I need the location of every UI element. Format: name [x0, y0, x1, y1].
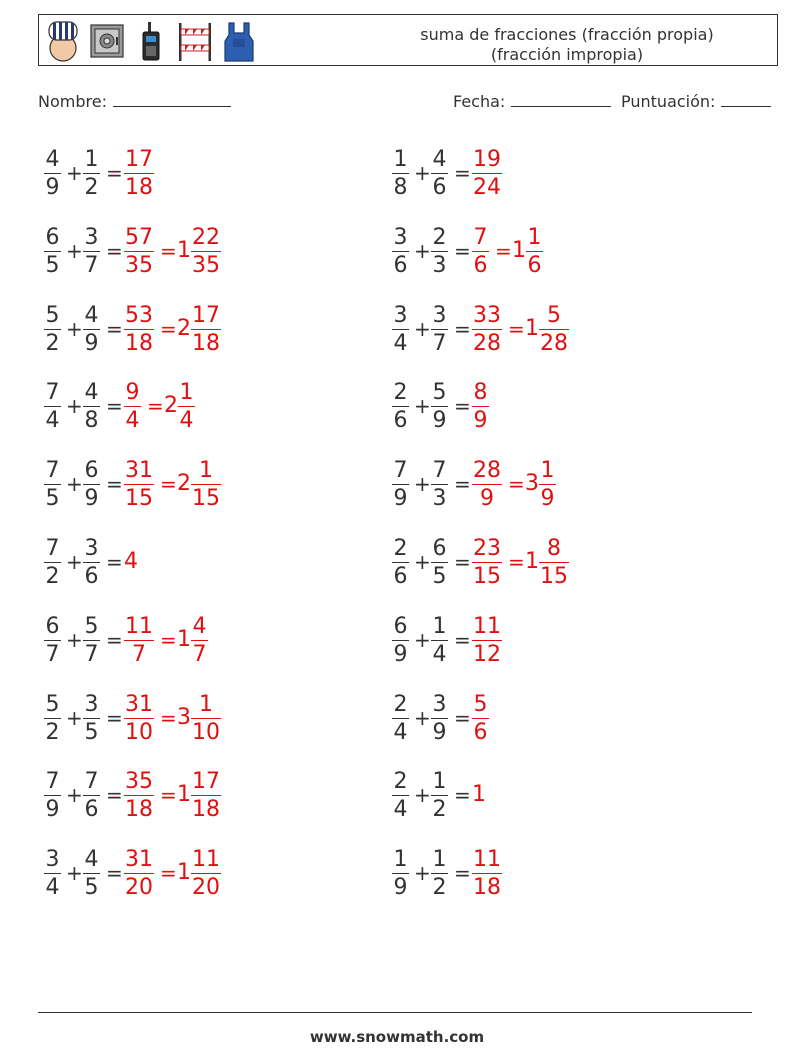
- plus-sign: +: [66, 472, 83, 497]
- addend-2-fraction-denominator: 3: [432, 252, 447, 278]
- answer-fraction: [472, 536, 502, 589]
- worker-head-icon: [45, 19, 81, 63]
- mixed-fraction-part-numerator: 17: [192, 302, 220, 328]
- addend-1-fraction-numerator: 7: [45, 458, 60, 484]
- answer-fraction-denominator: 35: [125, 252, 153, 278]
- addend-1-fraction-denominator: 6: [393, 252, 408, 278]
- plus-sign: +: [414, 238, 431, 263]
- addend-2-fraction: [83, 847, 100, 900]
- answer-fraction-numerator: 31: [125, 691, 153, 717]
- equals-sign: =: [106, 161, 123, 185]
- mixed-fraction-part-denominator: 35: [192, 252, 220, 278]
- footer-url: www.snowmath.com: [309, 1028, 485, 1046]
- addend-2-fraction-numerator: 4: [84, 847, 99, 873]
- answer-fraction-numerator: 7: [473, 224, 488, 250]
- mixed-fraction-part-numerator: 1: [179, 380, 194, 406]
- answer-fraction-denominator: 20: [125, 875, 153, 901]
- mixed-fraction-part: [191, 692, 221, 745]
- addend-1-fraction: [392, 614, 409, 667]
- addend-1-fraction: [44, 614, 61, 667]
- addend-1-fraction-denominator: 5: [45, 486, 60, 512]
- addend-2-fraction: [431, 614, 448, 667]
- equals-sign-mixed: =: [508, 472, 525, 497]
- addend-1-fraction-numerator: 7: [45, 769, 60, 795]
- mixed-fraction-part: [526, 225, 543, 278]
- equals-sign: =: [106, 627, 123, 652]
- addend-2-fraction-denominator: 6: [432, 175, 447, 200]
- plus-sign: +: [414, 316, 431, 341]
- answer-fraction-denominator: 28: [473, 330, 501, 356]
- addend-2-fraction: [83, 692, 100, 745]
- addend-1-fraction-denominator: 4: [393, 330, 408, 356]
- equals-sign-mixed: =: [147, 394, 164, 419]
- addend-2-fraction: [431, 303, 448, 356]
- answer-fraction-denominator: 4: [125, 408, 140, 434]
- addend-1-fraction: [392, 147, 409, 200]
- answer-fraction: [472, 380, 489, 433]
- equals-sign: =: [454, 550, 471, 574]
- mixed-fraction-part: [191, 225, 221, 278]
- footer-divider: [38, 1012, 752, 1013]
- addend-1-fraction-numerator: 6: [45, 224, 60, 250]
- equals-sign: =: [454, 238, 471, 263]
- answer-fraction: [124, 225, 154, 278]
- mixed-whole-part: 1: [177, 782, 191, 808]
- addend-2-fraction-numerator: 4: [84, 380, 99, 406]
- addend-1-fraction-numerator: 4: [45, 147, 60, 172]
- answer-fraction-numerator: 23: [473, 536, 501, 561]
- plus-sign: +: [66, 705, 83, 730]
- plus-sign: +: [66, 316, 83, 341]
- addend-1-fraction-denominator: 6: [393, 408, 408, 434]
- answer-fraction-denominator: 6: [473, 252, 488, 278]
- addend-2-fraction-denominator: 9: [84, 486, 99, 512]
- equals-sign-mixed: =: [160, 238, 177, 263]
- addend-1-fraction-numerator: 1: [393, 147, 408, 172]
- mixed-fraction-part-numerator: 22: [192, 224, 220, 250]
- answer-whole: 1: [472, 782, 486, 808]
- answer-fraction: [472, 458, 502, 511]
- mixed-fraction-part-numerator: 1: [191, 458, 221, 485]
- addend-2-fraction-numerator: 2: [432, 224, 447, 250]
- title-line-2: (fracción impropia): [490, 45, 644, 64]
- addend-1-fraction-denominator: 8: [393, 175, 408, 200]
- mixed-whole-part: 1: [525, 549, 539, 574]
- mixed-whole-part: 2: [164, 393, 178, 419]
- addend-1-fraction: [44, 769, 61, 822]
- addend-2-fraction-denominator: 7: [84, 641, 99, 667]
- addend-1-fraction-numerator: 7: [393, 458, 408, 484]
- equals-sign: =: [106, 472, 123, 497]
- addend-2-fraction: [83, 380, 100, 433]
- addend-1-fraction: [44, 692, 61, 745]
- addend-2-fraction-denominator: 6: [84, 797, 99, 823]
- equals-sign: =: [106, 550, 123, 574]
- plus-sign: +: [66, 861, 83, 886]
- safe-icon: [89, 19, 125, 63]
- mixed-whole-part: 1: [177, 626, 191, 652]
- mixed-whole-part: 2: [177, 471, 191, 497]
- addend-1-fraction-denominator: 6: [393, 564, 408, 589]
- equals-sign: =: [454, 472, 471, 497]
- mixed-fraction-part-numerator: 1: [540, 458, 555, 484]
- addend-1-fraction-numerator: 2: [393, 769, 408, 795]
- addend-2-fraction-denominator: 4: [432, 641, 447, 667]
- addend-2-fraction-denominator: 9: [432, 719, 447, 745]
- addend-2-fraction-denominator: 8: [84, 408, 99, 434]
- equals-sign: =: [106, 238, 123, 263]
- mixed-fraction-part-denominator: 18: [192, 797, 220, 823]
- mixed-fraction-part-denominator: 15: [540, 564, 568, 589]
- answer-fraction-denominator: 18: [125, 330, 153, 356]
- addend-1-fraction-numerator: 7: [45, 536, 60, 561]
- answer-fraction: [124, 769, 154, 822]
- mixed-fraction-part: [191, 458, 221, 511]
- addend-1-fraction: [392, 458, 409, 511]
- addend-1-fraction: [392, 380, 409, 433]
- addend-2-fraction-denominator: 5: [84, 875, 99, 901]
- addend-1-fraction-numerator: 6: [45, 613, 60, 639]
- addend-1-fraction: [44, 536, 61, 589]
- addend-1-fraction: [44, 847, 61, 900]
- addend-1-fraction-denominator: 9: [393, 875, 408, 901]
- barrier-icon: [177, 19, 213, 63]
- answer-fraction-numerator: 53: [125, 302, 153, 328]
- mixed-fraction-part: [539, 536, 569, 589]
- addend-2-fraction-numerator: 1: [432, 613, 447, 639]
- mixed-fraction-part-numerator: 17: [192, 769, 220, 795]
- addend-2-fraction-numerator: 3: [432, 302, 447, 328]
- addend-1-fraction-numerator: 2: [393, 380, 408, 406]
- addend-2-fraction: [83, 458, 100, 511]
- equals-sign-mixed: =: [160, 472, 177, 497]
- answer-fraction-numerator: 35: [125, 769, 153, 795]
- addend-1-fraction: [392, 225, 409, 278]
- addend-2-fraction: [431, 847, 448, 900]
- worksheet-title: [397, 25, 737, 65]
- mixed-fraction-part-numerator: 11: [192, 847, 220, 873]
- plus-sign: +: [414, 394, 431, 419]
- answer-fraction-denominator: 9: [473, 408, 488, 434]
- equals-sign: =: [106, 705, 123, 730]
- answer-fraction-numerator: 5: [473, 691, 488, 717]
- answer-fraction-numerator: 33: [473, 302, 501, 328]
- plus-sign: +: [66, 238, 83, 263]
- addend-2-fraction-denominator: 2: [432, 875, 447, 901]
- answer-fraction-numerator: 19: [473, 147, 501, 172]
- addend-1-fraction-denominator: 9: [393, 641, 408, 667]
- addend-2-fraction-numerator: 3: [84, 536, 99, 561]
- mixed-fraction-part: [191, 769, 221, 822]
- answer-fraction: [124, 458, 154, 511]
- addend-1-fraction: [392, 536, 409, 589]
- mixed-fraction-part-numerator: 4: [192, 613, 207, 639]
- equals-sign-mixed: =: [160, 783, 177, 808]
- plus-sign: +: [414, 161, 431, 185]
- addend-2-fraction: [431, 769, 448, 822]
- mixed-whole-part: 2: [177, 315, 191, 341]
- answer-fraction-numerator: 57: [125, 224, 153, 250]
- addend-2-fraction-numerator: 5: [432, 380, 447, 406]
- name-label: Nombre:: [38, 92, 107, 111]
- addend-2-fraction-denominator: 3: [432, 486, 447, 512]
- equals-sign-mixed: =: [508, 316, 525, 341]
- addend-2-fraction: [431, 225, 448, 278]
- header-box: [38, 14, 778, 66]
- mixed-fraction-part-numerator: 1: [527, 224, 542, 250]
- equals-sign: =: [454, 316, 471, 341]
- equals-sign: =: [454, 627, 471, 652]
- equals-sign-mixed: =: [160, 861, 177, 886]
- plus-sign: +: [414, 550, 431, 574]
- mixed-fraction-part: [191, 847, 221, 900]
- overalls-icon: [221, 19, 257, 63]
- answer-fraction-denominator: 7: [132, 641, 146, 667]
- mixed-fraction-part-denominator: 6: [527, 252, 542, 278]
- mixed-fraction-part-denominator: 28: [540, 330, 568, 356]
- answer-whole: 4: [124, 549, 138, 574]
- title-line-1: suma de fracciones (fracción propia): [420, 25, 714, 44]
- mixed-fraction-part-denominator: 10: [192, 719, 220, 745]
- mixed-fraction-part-denominator: 18: [192, 330, 220, 356]
- addend-1-fraction-numerator: 3: [393, 224, 408, 250]
- equals-sign: =: [454, 783, 471, 808]
- addend-1-fraction: [44, 147, 61, 200]
- answer-fraction-denominator: 18: [125, 797, 153, 823]
- name-field[interactable]: [38, 92, 231, 111]
- mixed-whole-part: 1: [177, 237, 191, 263]
- answer-fraction-numerator: 31: [125, 458, 153, 484]
- answer-fraction-denominator: 18: [473, 875, 501, 901]
- addend-1-fraction-denominator: 5: [45, 252, 60, 278]
- mixed-whole-part: 1: [512, 237, 526, 263]
- addend-1-fraction: [392, 692, 409, 745]
- addend-2-fraction-numerator: 6: [84, 458, 99, 484]
- answer-fraction-denominator: 10: [125, 719, 153, 745]
- answer-fraction: [124, 303, 154, 356]
- addend-1-fraction-denominator: 2: [45, 330, 60, 356]
- addend-2-fraction-denominator: 9: [432, 408, 447, 434]
- answer-fraction-numerator: 31: [125, 847, 153, 873]
- mixed-fraction-part: [539, 458, 556, 511]
- addend-1-fraction-denominator: 4: [45, 875, 60, 901]
- mixed-fraction-part: [178, 380, 195, 433]
- answer-fraction: [124, 692, 154, 745]
- score-blank[interactable]: [721, 92, 771, 107]
- mixed-fraction-part: [539, 303, 569, 356]
- answer-fraction-denominator: 15: [473, 564, 501, 589]
- equals-sign-mixed: =: [160, 705, 177, 730]
- mixed-fraction-part-denominator: 9: [540, 486, 555, 512]
- equals-sign: =: [106, 316, 123, 341]
- mixed-fraction-part: [191, 303, 221, 356]
- date-blank[interactable]: [511, 92, 611, 107]
- addend-2-fraction: [83, 303, 100, 356]
- answer-fraction-numerator: 28: [473, 458, 501, 484]
- plus-sign: +: [66, 783, 83, 808]
- equals-sign: =: [106, 394, 123, 419]
- score-label: Puntuación:: [621, 92, 716, 111]
- answer-fraction: [472, 303, 502, 356]
- plus-sign: +: [414, 705, 431, 730]
- addend-2-fraction: [431, 536, 448, 589]
- addend-1-fraction-numerator: 3: [393, 302, 408, 328]
- answer-fraction-numerator: 9: [125, 380, 140, 406]
- answer-fraction-denominator: 15: [125, 486, 153, 512]
- answer-fraction: [124, 380, 141, 433]
- addend-2-fraction-denominator: 9: [84, 330, 99, 356]
- addend-1-fraction-numerator: 7: [45, 380, 60, 406]
- addend-2-fraction-numerator: 6: [432, 536, 447, 561]
- addend-1-fraction-numerator: 6: [393, 613, 408, 639]
- answer-fraction-numerator: 11: [473, 847, 501, 873]
- answer-fraction-numerator: 11: [473, 613, 501, 639]
- score-field[interactable]: [621, 92, 771, 111]
- addend-2-fraction: [431, 147, 448, 200]
- addend-2-fraction: [431, 692, 448, 745]
- addend-1-fraction-denominator: 2: [45, 719, 60, 745]
- mixed-whole-part: 1: [177, 860, 191, 886]
- addend-2-fraction-numerator: 4: [84, 302, 99, 328]
- addend-1-fraction-denominator: 9: [45, 797, 60, 823]
- answer-fraction: [124, 614, 154, 667]
- addend-2-fraction: [83, 769, 100, 822]
- answer-fraction-numerator: 8: [473, 380, 488, 406]
- addend-1-fraction: [44, 380, 61, 433]
- addend-2-fraction-denominator: 7: [84, 252, 99, 278]
- plus-sign: +: [66, 550, 83, 574]
- addend-1-fraction-numerator: 5: [45, 691, 60, 717]
- addend-2-fraction: [83, 614, 100, 667]
- addend-1-fraction: [44, 303, 61, 356]
- addend-2-fraction: [83, 147, 100, 200]
- answer-fraction: [472, 614, 502, 667]
- equals-sign: =: [454, 394, 471, 419]
- addend-2-fraction-numerator: 7: [84, 769, 99, 795]
- addend-1-fraction-numerator: 5: [45, 302, 60, 328]
- addend-1-fraction: [44, 458, 61, 511]
- answer-fraction-denominator: 6: [473, 719, 488, 745]
- plus-sign: +: [414, 627, 431, 652]
- addend-2-fraction-numerator: 1: [84, 147, 99, 172]
- mixed-fraction-part: [191, 614, 208, 667]
- mixed-whole-part: 1: [525, 315, 539, 341]
- plus-sign: +: [66, 627, 83, 652]
- addend-2-fraction-denominator: 7: [432, 330, 447, 356]
- equals-sign-mixed: =: [508, 550, 525, 574]
- addend-2-fraction-numerator: 3: [84, 224, 99, 250]
- addend-1-fraction-numerator: 3: [45, 847, 60, 873]
- addend-1-fraction: [392, 847, 409, 900]
- addend-2-fraction-denominator: 2: [84, 175, 99, 200]
- addend-2-fraction-denominator: 5: [84, 719, 99, 745]
- plus-sign: +: [414, 861, 431, 886]
- plus-sign: +: [66, 394, 83, 419]
- addend-1-fraction-numerator: 2: [393, 691, 408, 717]
- mixed-fraction-part-numerator: 5: [539, 303, 569, 330]
- addend-1-fraction-denominator: 4: [393, 719, 408, 745]
- answer-fraction: [472, 225, 489, 278]
- addend-1-fraction-denominator: 9: [393, 486, 408, 512]
- answer-fraction-denominator: 18: [125, 175, 153, 200]
- answer-fraction-numerator: 17: [125, 147, 153, 172]
- equals-sign-mixed: =: [495, 238, 512, 263]
- mixed-whole-part: 3: [177, 704, 191, 730]
- equals-sign: =: [454, 161, 471, 185]
- answer-fraction: [472, 847, 502, 900]
- addend-1-fraction-denominator: 7: [45, 641, 60, 667]
- plus-sign: +: [414, 783, 431, 808]
- addend-2-fraction-numerator: 5: [84, 613, 99, 639]
- addend-1-fraction: [392, 303, 409, 356]
- addend-1-fraction-denominator: 4: [393, 797, 408, 823]
- answer-fraction-denominator: 24: [473, 175, 501, 200]
- walkie-talkie-icon: [133, 19, 169, 63]
- addend-2-fraction: [431, 380, 448, 433]
- addend-1-fraction: [392, 769, 409, 822]
- equals-sign-mixed: =: [160, 627, 177, 652]
- addend-2-fraction-numerator: 3: [432, 691, 447, 717]
- addend-2-fraction: [83, 536, 100, 589]
- addend-1-fraction-numerator: 1: [393, 847, 408, 873]
- equals-sign: =: [106, 861, 123, 886]
- addend-1-fraction-numerator: 2: [393, 536, 408, 561]
- answer-fraction: [472, 692, 489, 745]
- equals-sign-mixed: =: [160, 316, 177, 341]
- addend-1-fraction-denominator: 4: [45, 408, 60, 434]
- equals-sign: =: [454, 705, 471, 730]
- addend-1-fraction-denominator: 9: [45, 175, 60, 200]
- icon-row: [45, 19, 257, 63]
- plus-sign: +: [414, 472, 431, 497]
- equals-sign: =: [454, 861, 471, 886]
- mixed-fraction-part-numerator: 8: [539, 536, 569, 563]
- addend-2-fraction-denominator: 5: [432, 564, 447, 589]
- mixed-fraction-part-numerator: 1: [191, 692, 221, 719]
- addend-1-fraction-denominator: 2: [45, 564, 60, 589]
- addend-2-fraction-denominator: 2: [432, 797, 447, 823]
- answer-fraction: [124, 147, 154, 200]
- answer-fraction: [472, 147, 502, 200]
- addend-2-fraction-numerator: 1: [432, 769, 447, 795]
- addend-1-fraction: [44, 225, 61, 278]
- answer-fraction-denominator: 9: [480, 486, 494, 512]
- name-blank[interactable]: [113, 92, 231, 107]
- addend-2-fraction-denominator: 6: [84, 564, 99, 589]
- addend-2-fraction-numerator: 1: [432, 847, 447, 873]
- mixed-fraction-part-denominator: 15: [192, 486, 220, 512]
- answer-fraction-denominator: 12: [473, 641, 501, 667]
- mixed-fraction-part-denominator: 7: [192, 641, 207, 667]
- date-label: Fecha:: [453, 92, 506, 111]
- addend-2-fraction-numerator: 7: [432, 458, 447, 484]
- answer-fraction-numerator: 11: [125, 613, 153, 639]
- answer-fraction: [124, 847, 154, 900]
- addend-2-fraction: [431, 458, 448, 511]
- date-field[interactable]: [453, 92, 611, 111]
- equals-sign: =: [106, 783, 123, 808]
- addend-2-fraction-numerator: 3: [84, 691, 99, 717]
- addend-2-fraction: [83, 225, 100, 278]
- mixed-whole-part: 3: [525, 471, 539, 497]
- mixed-fraction-part-denominator: 4: [179, 408, 194, 434]
- addend-2-fraction-numerator: 4: [432, 147, 447, 172]
- plus-sign: +: [66, 161, 83, 185]
- mixed-fraction-part-denominator: 20: [192, 875, 220, 901]
